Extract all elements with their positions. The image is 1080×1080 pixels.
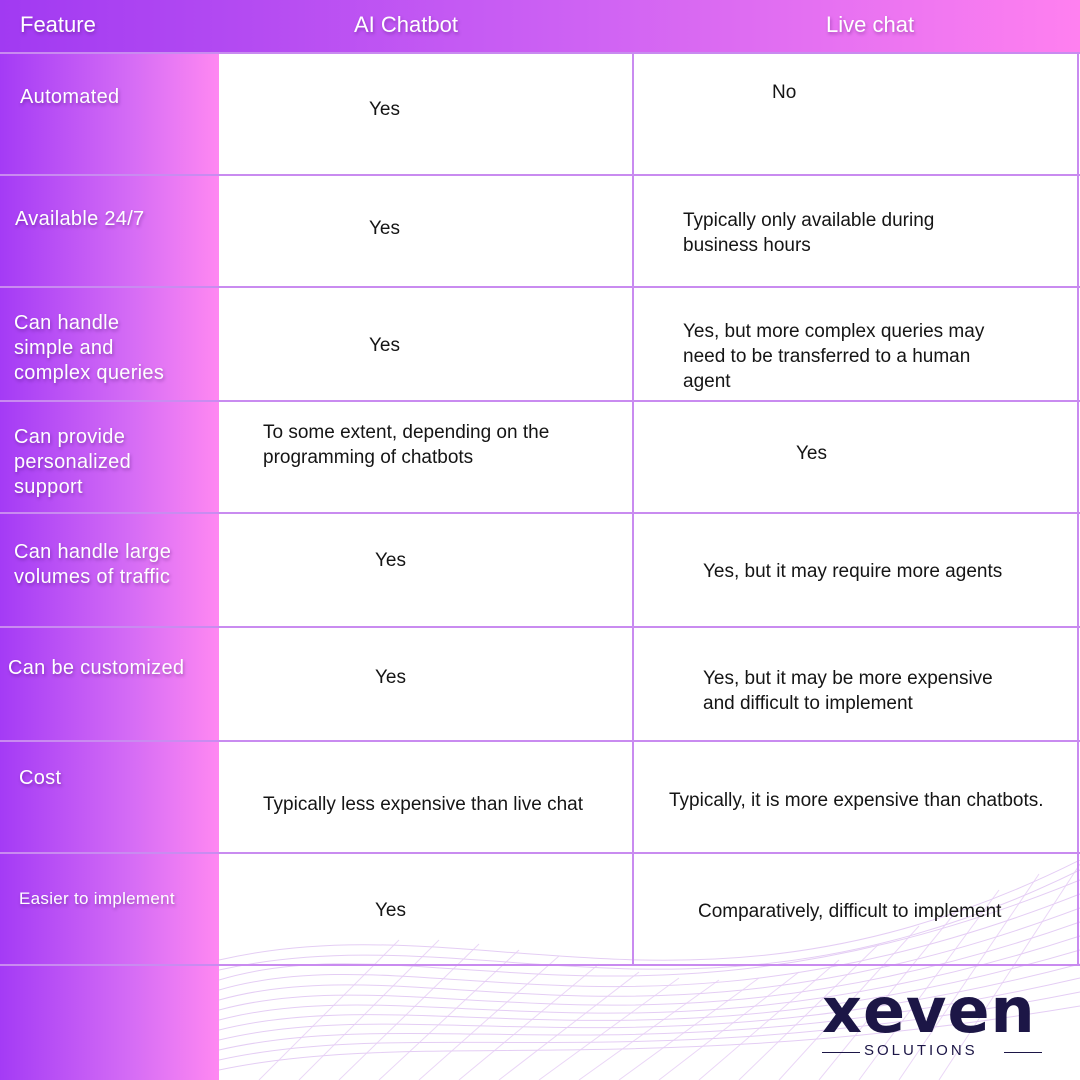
feature-line: complex queries (14, 362, 165, 384)
cell-text: Yes (369, 99, 400, 120)
cell-text: Comparatively, difficult to implement (698, 901, 1002, 922)
cell-text: business hours (683, 235, 811, 256)
live-chat-cell (634, 514, 1080, 626)
header-feature: Feature (20, 12, 96, 37)
cell-text: programming of chatbots (263, 447, 474, 468)
table-row (0, 628, 1080, 740)
table-row (0, 176, 1080, 286)
feature-line: support (14, 476, 83, 498)
header-live-chat: Live chat (826, 12, 915, 37)
ai-chatbot-cell (219, 176, 632, 286)
row-divider (0, 852, 1080, 854)
row-feature-label (14, 425, 131, 500)
table-row (0, 854, 1080, 964)
cell-text: Yes, but more complex queries may (683, 321, 985, 342)
feature-line: Can provide (14, 426, 126, 448)
row-feature-label: Automated (20, 86, 120, 108)
feature-line: Can handle large (14, 541, 172, 563)
row-divider (0, 400, 1080, 402)
table-row (0, 288, 1080, 400)
logo-rule-right (1004, 1052, 1042, 1053)
feature-line: simple and (14, 337, 114, 359)
cell-text: Typically, it is more expensive than chatbots. (669, 790, 1044, 811)
header-ai-chatbot: AI Chatbot (354, 12, 458, 37)
row-feature-label: Cost (19, 767, 62, 789)
cell-text: Typically less expensive than live chat (263, 794, 583, 815)
xeven-logo (818, 974, 1050, 1068)
row-divider (0, 512, 1080, 514)
cell-text: Yes (369, 218, 400, 239)
row-feature-label: Can be customized (8, 657, 185, 679)
ai-chatbot-cell (219, 402, 632, 512)
row-divider (0, 964, 1080, 966)
live-chat-cell (634, 288, 1080, 400)
cell-text: Yes (369, 335, 400, 356)
ai-chatbot-cell (219, 854, 632, 964)
ai-chatbot-cell (219, 742, 632, 852)
cell-text: No (772, 82, 797, 103)
cell-text: Yes (375, 900, 406, 921)
cell-text: To some extent, depending on the (263, 422, 550, 443)
logo-brand: xeven (822, 974, 1036, 1047)
ai-chatbot-cell (219, 54, 632, 174)
table-row (0, 54, 1080, 174)
row-divider (0, 52, 1080, 54)
live-chat-cell (634, 176, 1080, 286)
cell-text: Yes, but it may be more expensive (703, 668, 993, 689)
table-row (0, 742, 1080, 852)
row-feature-label (14, 311, 164, 386)
column-divider (1077, 52, 1079, 965)
row-divider (0, 740, 1080, 742)
row-divider (0, 174, 1080, 176)
logo-subtitle: SOLUTIONS (864, 1042, 978, 1059)
cell-text: need to be transferred to a human (683, 346, 971, 367)
row-divider (0, 626, 1080, 628)
cell-text: agent (683, 371, 731, 392)
logo-rule-left (822, 1052, 860, 1053)
live-chat-cell (634, 54, 1080, 174)
feature-line: volumes of traffic (14, 566, 171, 588)
cell-text: and difficult to implement (703, 693, 913, 714)
live-chat-cell (634, 402, 1080, 512)
table-header (0, 0, 1080, 52)
feature-line: personalized (14, 451, 132, 473)
cell-text: Yes (375, 550, 406, 571)
ai-chatbot-cell (219, 288, 632, 400)
column-divider (632, 52, 634, 965)
live-chat-cell (634, 854, 1080, 964)
live-chat-cell (634, 742, 1080, 852)
cell-text: Yes (796, 443, 827, 464)
row-divider (0, 286, 1080, 288)
ai-chatbot-cell (219, 514, 632, 626)
cell-text: Yes, but it may require more agents (703, 561, 1003, 582)
table-row (0, 402, 1080, 512)
cell-text: Yes (375, 667, 406, 688)
row-feature-label (14, 540, 171, 590)
table-row (0, 514, 1080, 626)
cell-text: Typically only available during (683, 210, 935, 231)
row-feature-label: Available 24/7 (15, 208, 145, 230)
feature-line: Can handle (14, 312, 120, 334)
row-feature-label: Easier to implement (19, 889, 175, 908)
live-chat-cell (634, 628, 1080, 740)
ai-chatbot-cell (219, 628, 632, 740)
